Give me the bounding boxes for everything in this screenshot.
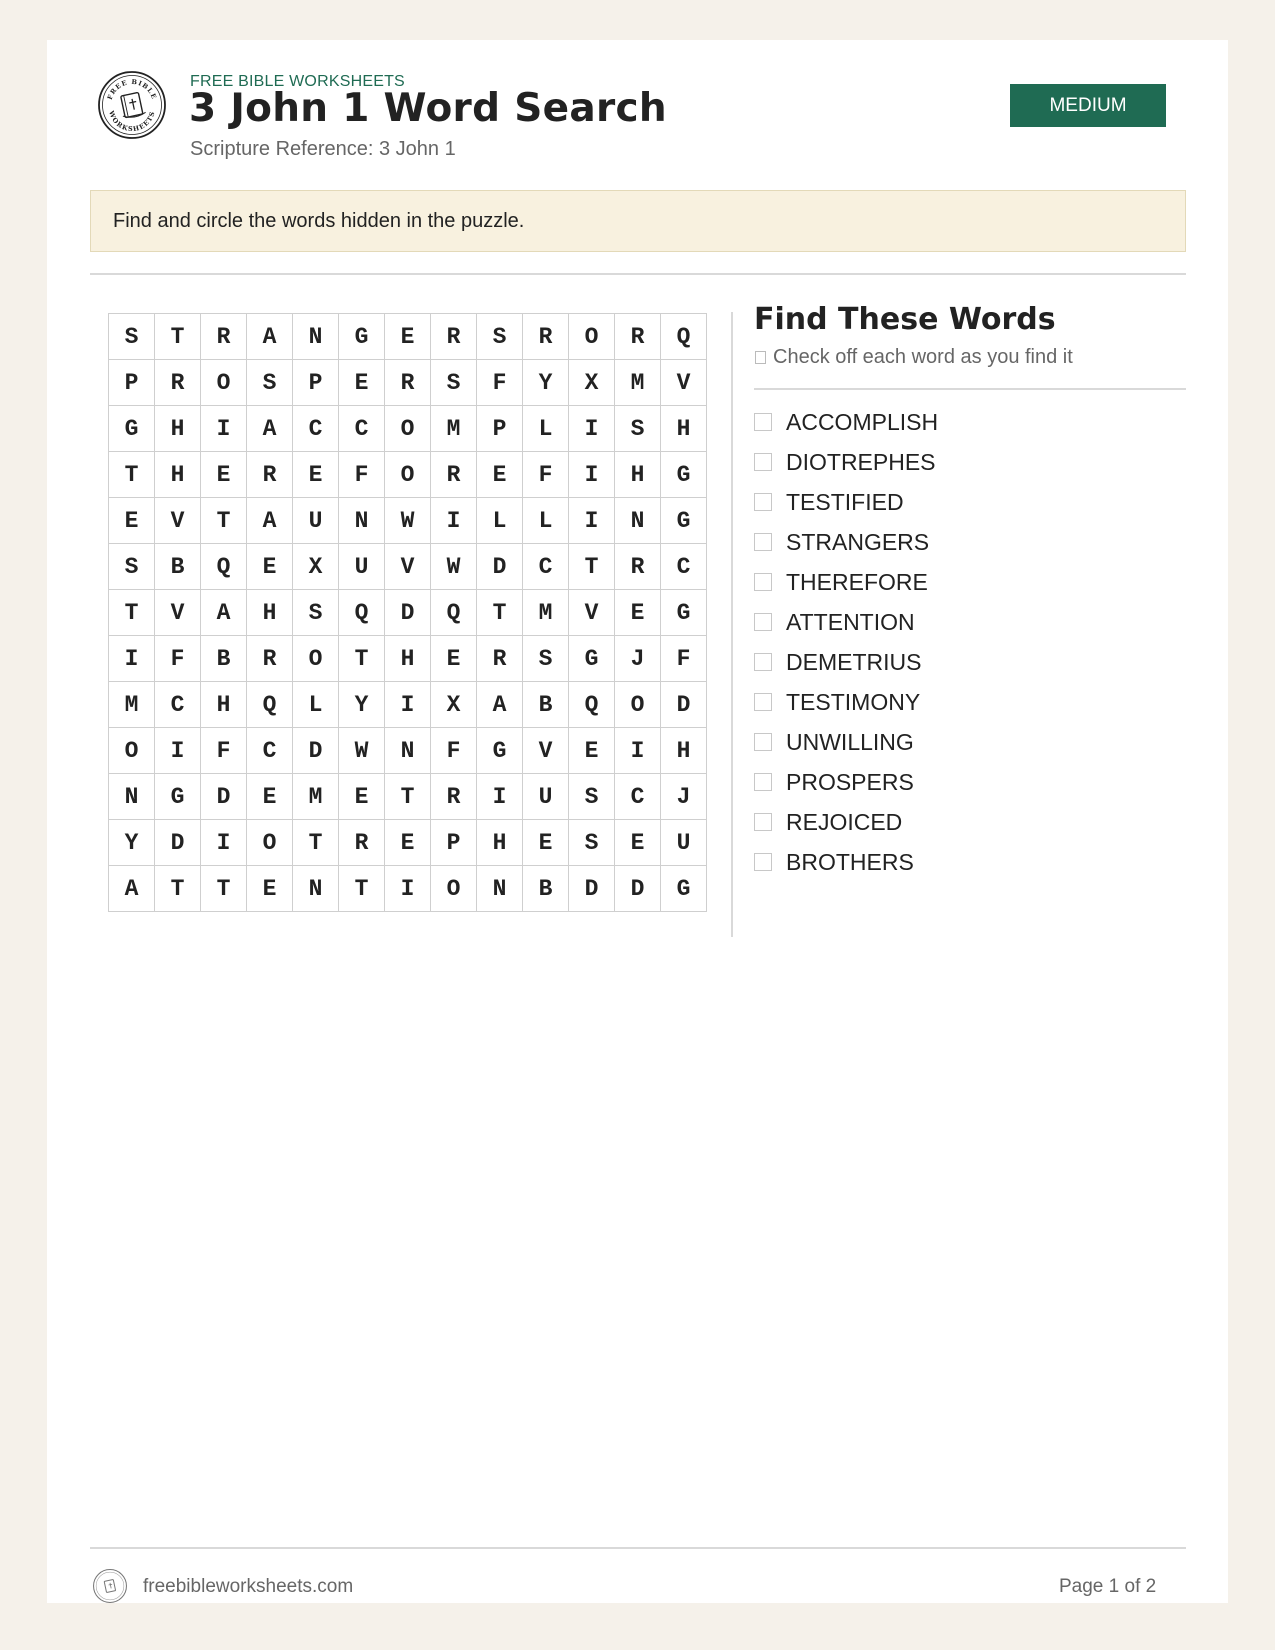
- grid-cell[interactable]: T: [109, 590, 155, 636]
- grid-cell[interactable]: Y: [339, 682, 385, 728]
- word-checkbox[interactable]: [754, 573, 772, 591]
- word-search-grid: [108, 313, 707, 912]
- word-list: [754, 402, 938, 882]
- grid-cell[interactable]: M: [109, 682, 155, 728]
- grid-cell[interactable]: G: [661, 498, 707, 544]
- grid-cell[interactable]: T: [201, 866, 247, 912]
- grid-cell[interactable]: I: [477, 774, 523, 820]
- grid-cell[interactable]: N: [339, 498, 385, 544]
- grid-cell[interactable]: T: [109, 452, 155, 498]
- grid-cell[interactable]: F: [155, 636, 201, 682]
- word-list-item: [754, 682, 938, 722]
- word-checkbox[interactable]: [754, 413, 772, 431]
- grid-cell[interactable]: T: [385, 774, 431, 820]
- grid-cell[interactable]: Y: [109, 820, 155, 866]
- grid-cell[interactable]: F: [201, 728, 247, 774]
- grid-cell[interactable]: H: [477, 820, 523, 866]
- grid-cell[interactable]: S: [569, 774, 615, 820]
- svg-text:WORKSHEETS: WORKSHEETS: [107, 109, 157, 134]
- grid-cell[interactable]: O: [431, 866, 477, 912]
- grid-cell[interactable]: O: [247, 820, 293, 866]
- page-title: 3 John 1 Word Search: [189, 86, 667, 131]
- grid-cell[interactable]: R: [385, 360, 431, 406]
- grid-cell[interactable]: E: [431, 636, 477, 682]
- grid-cell[interactable]: M: [523, 590, 569, 636]
- instructions-banner: [90, 190, 1186, 252]
- footer-logo-icon: [92, 1568, 128, 1604]
- word-list-item: [754, 762, 938, 802]
- word-list-title: Find These Words: [754, 302, 1056, 337]
- grid-cell[interactable]: N: [477, 866, 523, 912]
- instructions-text: Find and circle the words hidden in the puzzle.: [113, 209, 525, 232]
- hint-checkbox-icon: [755, 351, 766, 364]
- word-checkbox[interactable]: [754, 693, 772, 711]
- grid-cell[interactable]: R: [247, 636, 293, 682]
- grid-cell[interactable]: P: [109, 360, 155, 406]
- grid-cell[interactable]: Q: [661, 314, 707, 360]
- grid-cell[interactable]: V: [569, 590, 615, 636]
- grid-cell[interactable]: N: [109, 774, 155, 820]
- grid-cell[interactable]: E: [339, 774, 385, 820]
- grid-cell[interactable]: U: [293, 498, 339, 544]
- grid-cell[interactable]: H: [155, 452, 201, 498]
- grid-cell[interactable]: U: [661, 820, 707, 866]
- grid-cell[interactable]: X: [569, 360, 615, 406]
- grid-cell[interactable]: R: [339, 820, 385, 866]
- scripture-reference: Scripture Reference: 3 John 1: [190, 138, 456, 160]
- grid-cell[interactable]: I: [569, 452, 615, 498]
- grid-cell[interactable]: R: [247, 452, 293, 498]
- grid-cell[interactable]: G: [661, 452, 707, 498]
- page-number: Page 1 of 2: [1059, 1576, 1157, 1597]
- grid-cell[interactable]: F: [661, 636, 707, 682]
- grid-cell[interactable]: T: [201, 498, 247, 544]
- word-checkbox[interactable]: [754, 653, 772, 671]
- grid-cell[interactable]: P: [293, 360, 339, 406]
- word-list-divider: [754, 388, 1186, 390]
- grid-cell[interactable]: O: [109, 728, 155, 774]
- grid-cell[interactable]: B: [523, 866, 569, 912]
- grid-cell[interactable]: D: [661, 682, 707, 728]
- word-list-item: [754, 602, 938, 642]
- word-checkbox[interactable]: [754, 773, 772, 791]
- grid-cell[interactable]: Y: [523, 360, 569, 406]
- grid-cell[interactable]: U: [523, 774, 569, 820]
- word-list-item: [754, 482, 938, 522]
- grid-cell[interactable]: R: [615, 314, 661, 360]
- word-label: TESTIFIED: [786, 488, 904, 515]
- grid-cell[interactable]: F: [477, 360, 523, 406]
- grid-cell[interactable]: I: [201, 406, 247, 452]
- grid-cell[interactable]: I: [569, 406, 615, 452]
- grid-cell[interactable]: I: [109, 636, 155, 682]
- svg-text:FREE BIBLE: FREE BIBLE: [105, 77, 159, 101]
- grid-cell[interactable]: T: [293, 820, 339, 866]
- grid-cell[interactable]: H: [661, 406, 707, 452]
- grid-cell[interactable]: W: [431, 544, 477, 590]
- grid-cell[interactable]: E: [247, 866, 293, 912]
- grid-cell[interactable]: T: [155, 314, 201, 360]
- grid-cell[interactable]: W: [339, 728, 385, 774]
- word-label: DEMETRIUS: [786, 648, 922, 675]
- word-list-item: [754, 402, 938, 442]
- word-list-item: [754, 722, 938, 762]
- grid-cell[interactable]: D: [385, 590, 431, 636]
- grid-cell[interactable]: L: [523, 498, 569, 544]
- grid-cell[interactable]: X: [293, 544, 339, 590]
- grid-cell[interactable]: N: [293, 314, 339, 360]
- grid-cell[interactable]: E: [247, 544, 293, 590]
- grid-cell[interactable]: W: [385, 498, 431, 544]
- grid-cell[interactable]: O: [385, 452, 431, 498]
- word-label: TESTIMONY: [786, 688, 921, 715]
- grid-cell[interactable]: O: [201, 360, 247, 406]
- grid-cell[interactable]: H: [615, 452, 661, 498]
- grid-cell[interactable]: V: [385, 544, 431, 590]
- word-checkbox[interactable]: [754, 453, 772, 471]
- word-list-hint-text: Check off each word as you find it: [773, 346, 1073, 368]
- grid-cell[interactable]: M: [615, 360, 661, 406]
- grid-cell[interactable]: A: [477, 682, 523, 728]
- grid-cell[interactable]: Q: [339, 590, 385, 636]
- word-checkbox[interactable]: [754, 533, 772, 551]
- grid-cell[interactable]: C: [155, 682, 201, 728]
- grid-cell[interactable]: C: [293, 406, 339, 452]
- grid-cell[interactable]: Q: [569, 682, 615, 728]
- grid-cell[interactable]: I: [201, 820, 247, 866]
- grid-cell[interactable]: I: [615, 728, 661, 774]
- word-label: PROSPERS: [786, 768, 914, 795]
- word-label: STRANGERS: [786, 528, 930, 555]
- grid-cell[interactable]: P: [477, 406, 523, 452]
- grid-cell[interactable]: C: [661, 544, 707, 590]
- word-list-item: [754, 842, 938, 882]
- grid-cell[interactable]: G: [661, 590, 707, 636]
- word-label: ACCOMPLISH: [786, 408, 939, 435]
- grid-cell[interactable]: S: [109, 314, 155, 360]
- grid-cell[interactable]: B: [201, 636, 247, 682]
- word-list-item: [754, 642, 938, 682]
- grid-cell[interactable]: G: [109, 406, 155, 452]
- grid-cell[interactable]: D: [615, 866, 661, 912]
- word-label: BROTHERS: [786, 848, 914, 875]
- grid-cell[interactable]: S: [247, 360, 293, 406]
- grid-cell[interactable]: M: [431, 406, 477, 452]
- grid-cell[interactable]: E: [477, 452, 523, 498]
- grid-cell[interactable]: T: [477, 590, 523, 636]
- word-list-item: [754, 442, 938, 482]
- grid-cell[interactable]: G: [155, 774, 201, 820]
- grid-cell[interactable]: D: [155, 820, 201, 866]
- word-list-item: [754, 802, 938, 842]
- grid-cell[interactable]: A: [247, 314, 293, 360]
- grid-cell[interactable]: D: [201, 774, 247, 820]
- grid-cell[interactable]: H: [247, 590, 293, 636]
- grid-cell[interactable]: L: [293, 682, 339, 728]
- grid-cell[interactable]: E: [385, 820, 431, 866]
- grid-cell[interactable]: R: [431, 774, 477, 820]
- grid-cell[interactable]: N: [385, 728, 431, 774]
- column-divider: [731, 312, 733, 937]
- grid-cell[interactable]: L: [477, 498, 523, 544]
- grid-cell[interactable]: E: [293, 452, 339, 498]
- grid-cell[interactable]: Q: [431, 590, 477, 636]
- grid-cell[interactable]: O: [615, 682, 661, 728]
- word-label: THEREFORE: [786, 568, 928, 595]
- grid-cell[interactable]: O: [385, 406, 431, 452]
- grid-cell[interactable]: R: [155, 360, 201, 406]
- grid-cell[interactable]: X: [431, 682, 477, 728]
- brand-name: FREE BIBLE WORKSHEETS: [190, 73, 405, 90]
- grid-cell[interactable]: A: [247, 406, 293, 452]
- worksheet-page: [47, 40, 1228, 1603]
- grid-cell[interactable]: G: [477, 728, 523, 774]
- grid-cell[interactable]: R: [431, 314, 477, 360]
- difficulty-badge: MEDIUM: [1010, 84, 1166, 127]
- grid-cell[interactable]: I: [155, 728, 201, 774]
- grid-cell[interactable]: I: [569, 498, 615, 544]
- grid-cell[interactable]: I: [431, 498, 477, 544]
- grid-cell[interactable]: E: [523, 820, 569, 866]
- grid-cell[interactable]: F: [431, 728, 477, 774]
- grid-cell[interactable]: C: [615, 774, 661, 820]
- word-label: UNWILLING: [786, 728, 914, 755]
- grid-cell[interactable]: D: [293, 728, 339, 774]
- grid-cell[interactable]: S: [293, 590, 339, 636]
- grid-cell[interactable]: A: [201, 590, 247, 636]
- grid-cell[interactable]: S: [431, 360, 477, 406]
- bible-seal-logo-icon: [97, 70, 167, 140]
- grid-cell[interactable]: T: [339, 866, 385, 912]
- grid-cell[interactable]: T: [339, 636, 385, 682]
- grid-cell[interactable]: E: [569, 728, 615, 774]
- grid-cell[interactable]: A: [247, 498, 293, 544]
- header-divider: [90, 273, 1186, 275]
- grid-cell[interactable]: D: [569, 866, 615, 912]
- grid-cell[interactable]: E: [109, 498, 155, 544]
- grid-cell[interactable]: L: [523, 406, 569, 452]
- grid-cell[interactable]: R: [615, 544, 661, 590]
- grid-cell[interactable]: H: [201, 682, 247, 728]
- grid-cell[interactable]: N: [293, 866, 339, 912]
- word-checkbox[interactable]: [754, 733, 772, 751]
- grid-cell[interactable]: S: [109, 544, 155, 590]
- grid-cell[interactable]: E: [201, 452, 247, 498]
- grid-cell[interactable]: V: [155, 590, 201, 636]
- grid-cell[interactable]: T: [569, 544, 615, 590]
- grid-cell[interactable]: M: [293, 774, 339, 820]
- word-checkbox[interactable]: [754, 853, 772, 871]
- grid-cell[interactable]: R: [477, 636, 523, 682]
- word-label: DIOTREPHES: [786, 448, 936, 475]
- footer-website: freebibleworksheets.com: [143, 1576, 354, 1597]
- grid-cell[interactable]: H: [155, 406, 201, 452]
- grid-cell[interactable]: E: [339, 360, 385, 406]
- grid-cell[interactable]: C: [247, 728, 293, 774]
- grid-cell[interactable]: V: [661, 360, 707, 406]
- grid-cell[interactable]: A: [109, 866, 155, 912]
- grid-cell[interactable]: Q: [247, 682, 293, 728]
- word-checkbox[interactable]: [754, 613, 772, 631]
- grid-cell[interactable]: Q: [201, 544, 247, 590]
- grid-cell[interactable]: G: [661, 866, 707, 912]
- grid-cell[interactable]: S: [477, 314, 523, 360]
- grid-cell[interactable]: F: [339, 452, 385, 498]
- grid-cell[interactable]: T: [155, 866, 201, 912]
- grid-cell[interactable]: G: [569, 636, 615, 682]
- grid-cell[interactable]: N: [615, 498, 661, 544]
- grid-cell[interactable]: U: [339, 544, 385, 590]
- grid-cell[interactable]: S: [615, 406, 661, 452]
- word-checkbox[interactable]: [754, 813, 772, 831]
- grid-cell[interactable]: P: [431, 820, 477, 866]
- grid-cell[interactable]: V: [523, 728, 569, 774]
- grid-cell[interactable]: C: [339, 406, 385, 452]
- grid-cell[interactable]: I: [385, 866, 431, 912]
- grid-cell[interactable]: O: [293, 636, 339, 682]
- grid-cell[interactable]: S: [569, 820, 615, 866]
- word-list-item: [754, 562, 938, 602]
- word-label: REJOICED: [786, 808, 903, 835]
- grid-cell[interactable]: H: [385, 636, 431, 682]
- word-label: ATTENTION: [786, 608, 915, 635]
- grid-cell[interactable]: C: [523, 544, 569, 590]
- grid-cell[interactable]: F: [523, 452, 569, 498]
- word-list-hint: [755, 346, 1073, 369]
- grid-cell[interactable]: D: [477, 544, 523, 590]
- grid-cell[interactable]: S: [523, 636, 569, 682]
- grid-cell[interactable]: E: [615, 820, 661, 866]
- word-checkbox[interactable]: [754, 493, 772, 511]
- grid-cell[interactable]: I: [385, 682, 431, 728]
- word-list-item: [754, 522, 938, 562]
- footer-divider: [90, 1547, 1186, 1549]
- grid-cell[interactable]: R: [523, 314, 569, 360]
- grid-cell[interactable]: H: [661, 728, 707, 774]
- grid-cell[interactable]: R: [431, 452, 477, 498]
- grid-cell[interactable]: E: [615, 590, 661, 636]
- grid-cell[interactable]: E: [247, 774, 293, 820]
- grid-cell[interactable]: O: [569, 314, 615, 360]
- grid-cell[interactable]: G: [339, 314, 385, 360]
- grid-cell[interactable]: V: [155, 498, 201, 544]
- grid-cell[interactable]: E: [385, 314, 431, 360]
- grid-cell[interactable]: B: [155, 544, 201, 590]
- grid-cell[interactable]: J: [615, 636, 661, 682]
- grid-cell[interactable]: J: [661, 774, 707, 820]
- grid-cell[interactable]: R: [201, 314, 247, 360]
- grid-cell[interactable]: B: [523, 682, 569, 728]
